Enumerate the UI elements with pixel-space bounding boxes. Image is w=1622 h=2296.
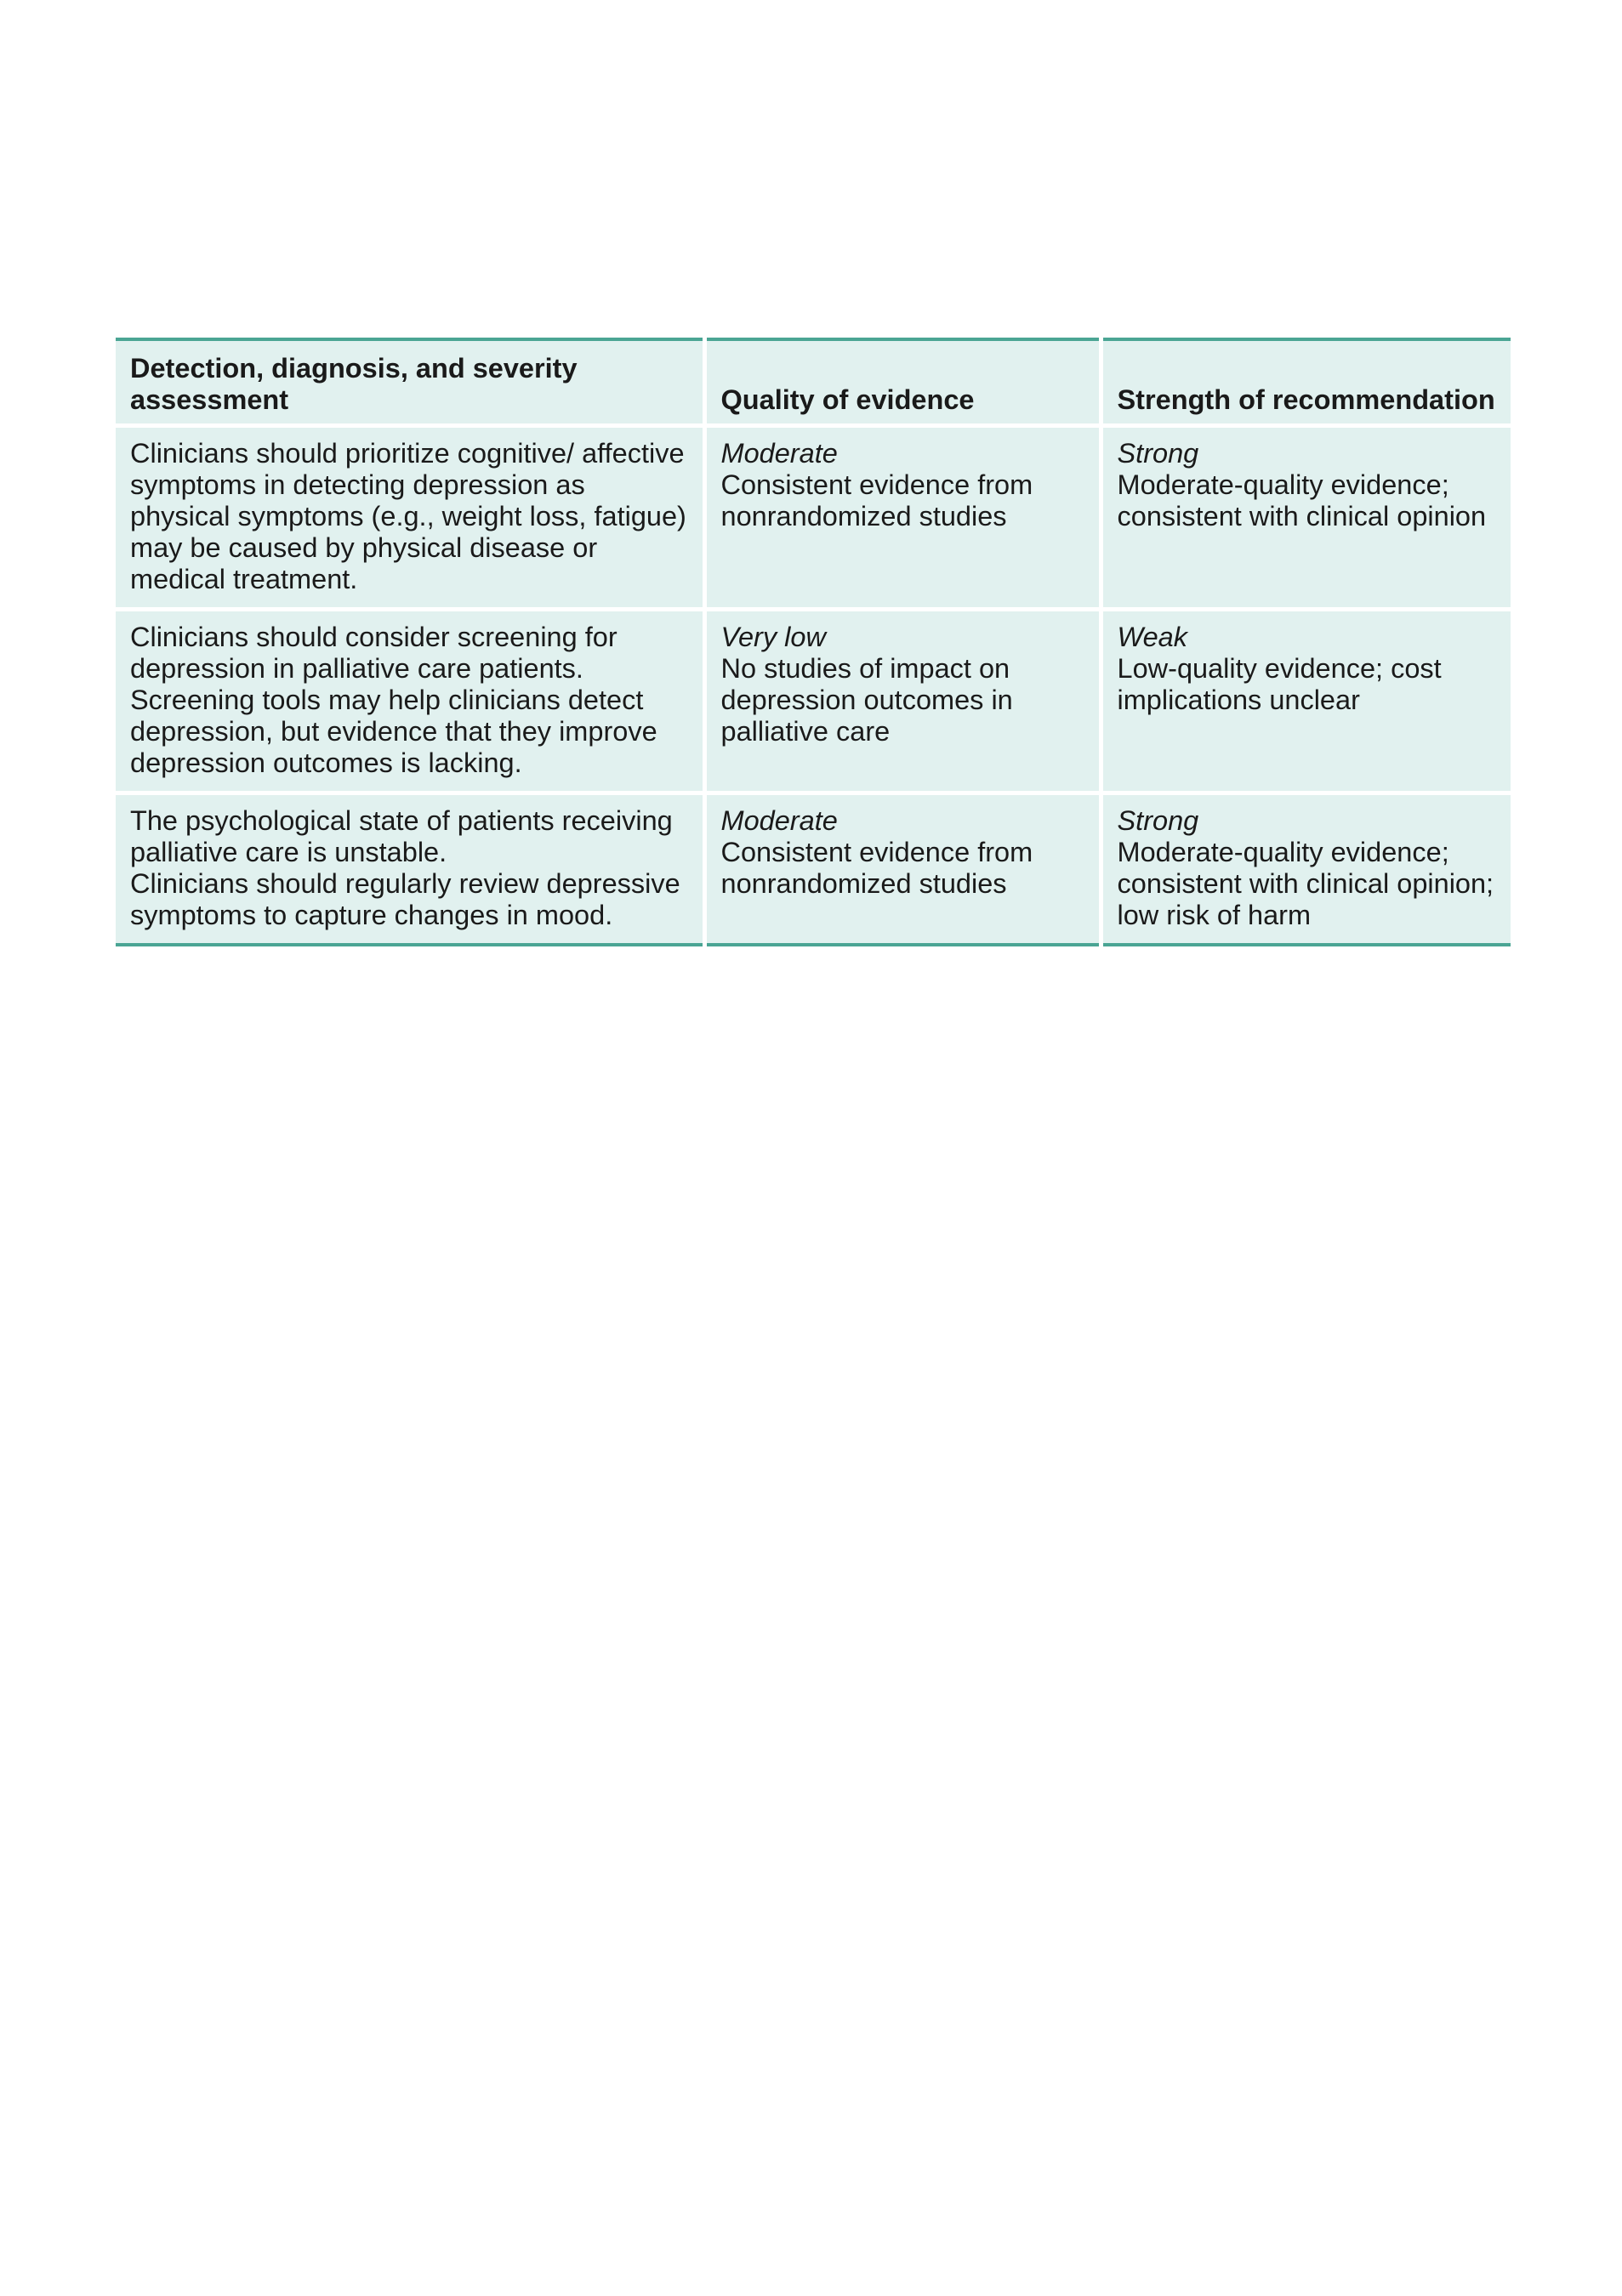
strength-rating: Weak	[1117, 622, 1187, 652]
strength-rating: Strong	[1117, 805, 1199, 836]
recommendation-cell	[116, 610, 704, 793]
quality-detail: No studies of impact on depression outcomes in palliative care	[720, 653, 1013, 747]
header-strength-of-recommendation: Strength of recommendation	[1101, 339, 1511, 426]
quality-cell	[704, 793, 1101, 946]
recommendation-cell	[116, 793, 704, 946]
strength-cell	[1101, 793, 1511, 946]
quality-rating: Moderate	[720, 438, 838, 469]
table-row	[116, 793, 1511, 946]
quality-detail: Consistent evidence from nonrandomized studies	[720, 837, 1033, 899]
table-row	[116, 610, 1511, 793]
strength-cell	[1101, 426, 1511, 610]
recommendation-text: Screening tools may help clinicians detect depression, but evidence that they improve depression outcomes is lacking.	[130, 685, 657, 778]
recommendation-cell	[116, 426, 704, 610]
quality-cell	[704, 610, 1101, 793]
recommendation-text: The psychological state of patients receiving palliative care is unstable.	[130, 805, 673, 867]
header-detection: Detection, diagnosis, and severity assessment	[116, 339, 704, 426]
quality-rating: Very low	[720, 622, 826, 652]
quality-rating: Moderate	[720, 805, 838, 836]
strength-detail: Low-quality evidence; cost implications unclear	[1117, 653, 1442, 715]
table-header-row	[116, 339, 1511, 426]
table-row	[116, 426, 1511, 610]
recommendation-text: Clinicians should regularly review depressive symptoms to capture changes in mood.	[130, 868, 680, 930]
recommendations-table	[116, 338, 1511, 946]
recommendation-text: Clinicians should prioritize cognitive/ affective symptoms in detecting depression as physical symptoms (e.g., weight loss, fatigue) may be caused by physical disease or medical treatment.	[130, 438, 686, 594]
recommendation-text: Clinicians should consider screening for depression in palliative care patients.	[130, 622, 617, 684]
quality-detail: Consistent evidence from nonrandomized studies	[720, 469, 1033, 531]
strength-rating: Strong	[1117, 438, 1199, 469]
quality-cell	[704, 426, 1101, 610]
strength-cell	[1101, 610, 1511, 793]
header-quality-of-evidence: Quality of evidence	[704, 339, 1101, 426]
strength-detail: Moderate-quality evidence; consistent with clinical opinion	[1117, 469, 1487, 531]
recommendations-table-container	[116, 338, 1511, 946]
strength-detail: Moderate-quality evidence; consistent with clinical opinion; low risk of harm	[1117, 837, 1494, 930]
